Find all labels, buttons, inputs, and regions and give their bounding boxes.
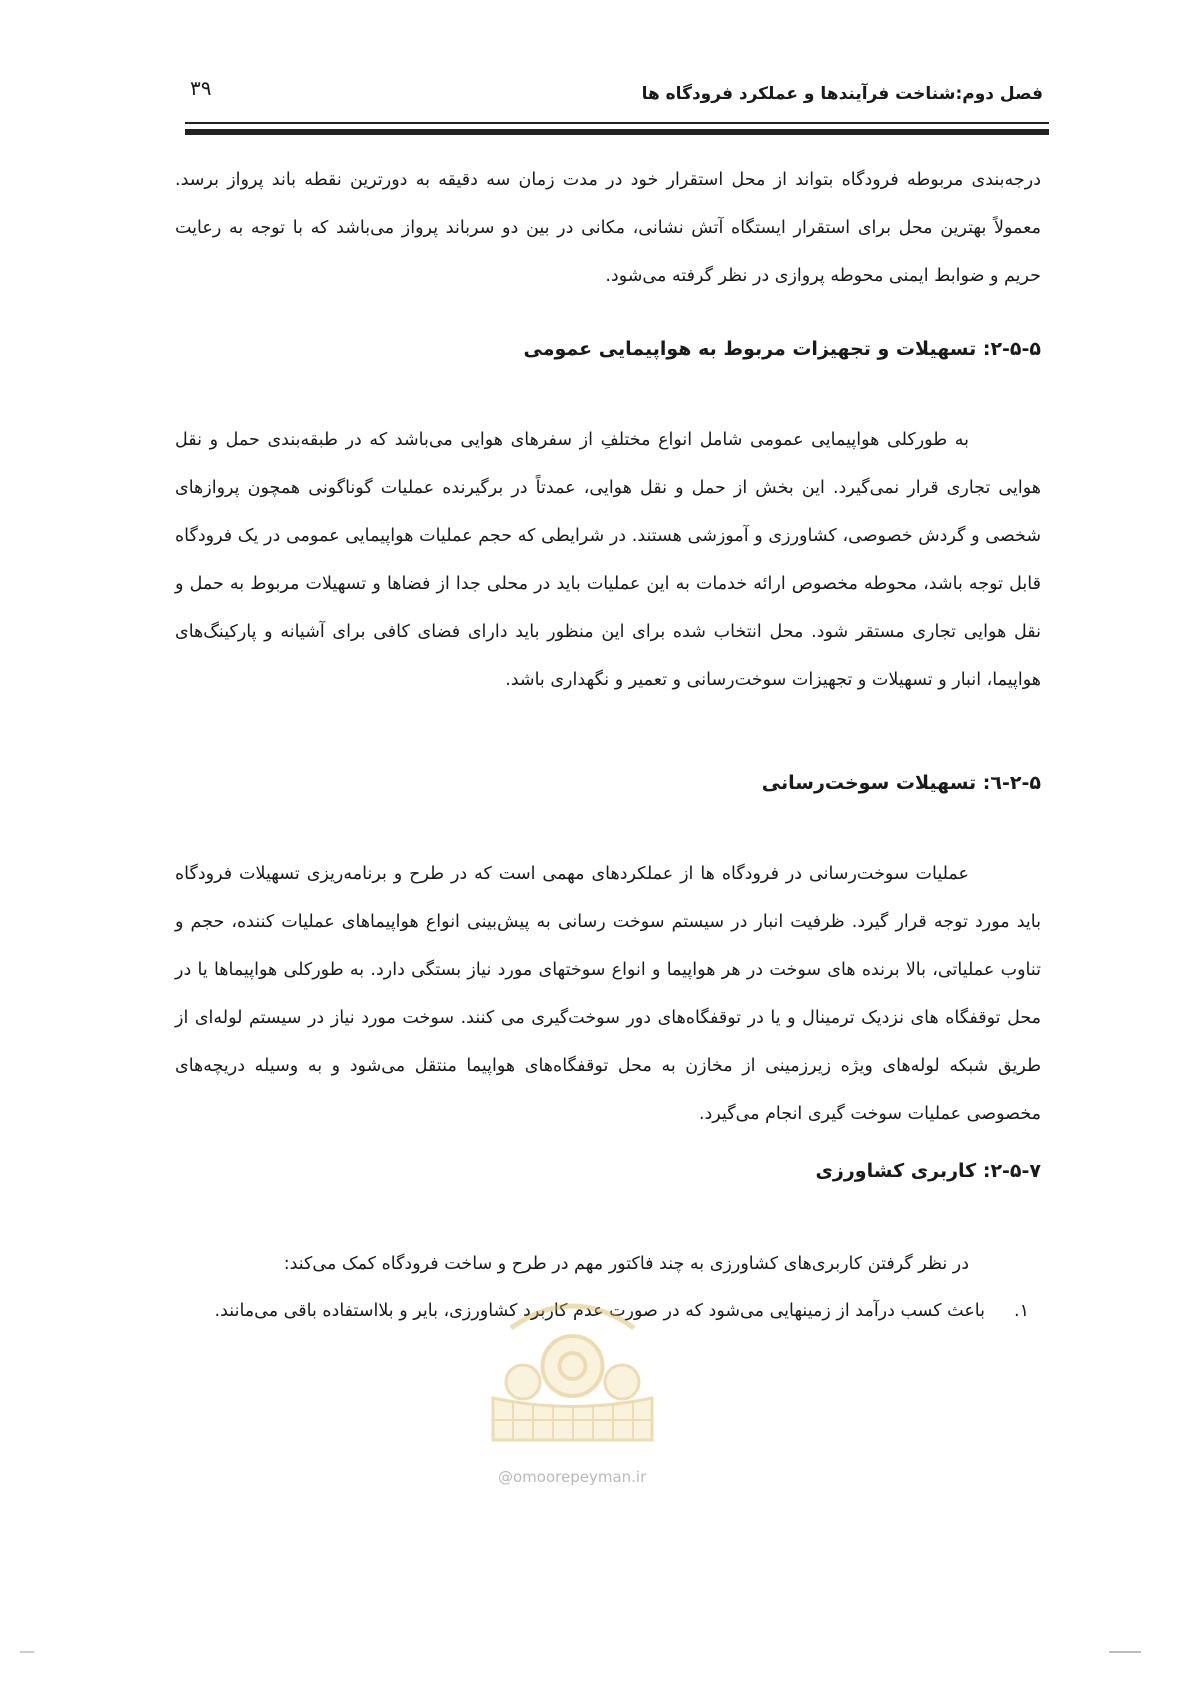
watermark-seal-icon xyxy=(485,1290,660,1460)
section-heading-2-5-6: ۲-۵-٦: تسهیلات سوخت‌رسانی xyxy=(761,772,1041,794)
watermark-url: @omoorepeyman.ir xyxy=(498,1468,647,1486)
header-rule-thick xyxy=(185,129,1049,135)
paragraph-4-block xyxy=(175,1240,1041,1288)
section-heading-2-5-5: ۲-۵-۵: تسهیلات و تجهیزات مربوط به هواپیمایی عمومی xyxy=(523,338,1041,360)
list-item-text: باعث کسب درآمد از زمینهایی می‌شود که در صورت عدم کاربرد کشاورزی، بایر و بلااستفاده باقی می‌مانند. xyxy=(214,1301,985,1321)
paragraph-2-block xyxy=(175,416,1041,704)
section-heading-2-5-7: ۲-۵-۷: کاربری کشاورزی xyxy=(815,1160,1041,1182)
paragraph-1-block xyxy=(175,156,1041,300)
chapter-title: فصل دوم:شناخت فرآیندها و عملکرد فرودگاه ها xyxy=(641,84,1043,104)
paragraph-3-block xyxy=(175,850,1041,1138)
paragraph: عملیات سوخت‌رسانی در فرودگاه ها از عملکردهای مهمی است که در طرح و برنامه‌ریزی تسهیلات فرودگاه باید مورد توجه قرار گیرد. ظرفیت انبار در سیستم سوخت رسانی به پیش‌بینی انواع هواپیماهای عملیات کننده، حجم و تناوب عملیاتی، بالا برنده های سوخت در هر هواپیما و انواع سوختهای مورد نیاز بستگی دارد. به طورکلی هواپیماها یا در محل توقفگاه های نزدیک ترمینال و یا در توقفگاه‌های دور سوخت‌گیری می کنند. سوخت مورد نیاز در سیستم لوله‌ای از طریق شبکه لوله‌های ویژه زیرزمینی از مخازن به محل توقفگاه‌های هواپیما منتقل می‌شود و به وسیله دریچه‌های مخصوصی عملیات سوخت گیری انجام می‌گیرد. xyxy=(175,864,1041,1124)
page-number: ۳۹ xyxy=(190,76,212,100)
scan-mark xyxy=(20,1651,34,1653)
paragraph: در نظر گرفتن کاربری‌های کشاورزی به چند فاکتور مهم در طرح و ساخت فرودگاه کمک می‌کند: xyxy=(283,1254,969,1274)
header-rule-thin xyxy=(185,122,1049,124)
scan-mark xyxy=(1109,1651,1141,1653)
list-item-number: ۱. xyxy=(1014,1301,1029,1321)
paragraph: به طورکلی هواپیمایی عمومی شامل انواع مختلفِ از سفرهای هوایی می‌باشد که در طبقه‌بندی حمل و نقل هوایی تجاری قرار نمی‌گیرد. این بخش از حمل و نقل هوایی، عمدتاً در برگیرنده عملیات گوناگونی همچون پروازهای شخصی و گردش خصوصی، کشاورزی و آموزشی هستند. در شرایطی که حجم عملیات هواپیمایی عمومی در یک فرودگاه قابل توجه باشد، محوطه مخصوص ارائه خدمات به این عملیات باید در محلی جدا از فضاها و تسهیلات مربوط به حمل و نقل هوایی تجاری مستقر شود. محل انتخاب شده برای این منظور باید دارای فضای کافی برای آشیانه و پارکینگ‌های هواپیما، انبار و تسهیلات و تجهیزات سوخت‌رسانی و تعمیر و نگهداری باشد. xyxy=(175,430,1041,690)
paragraph: درجه‌بندی مربوطه فرودگاه بتواند از محل استقرار خود در مدت زمان سه دقیقه به دورترین نقطه باند پرواز برسد. معمولاً بهترین محل برای استقرار ایستگاه آتش نشانی، مکانی در بین دو سرباند پرواز می‌باشد که با توجه به رعایت حریم و ضوابط ایمنی محوطه پروازی در نظر گرفته می‌شود. xyxy=(175,170,1041,286)
